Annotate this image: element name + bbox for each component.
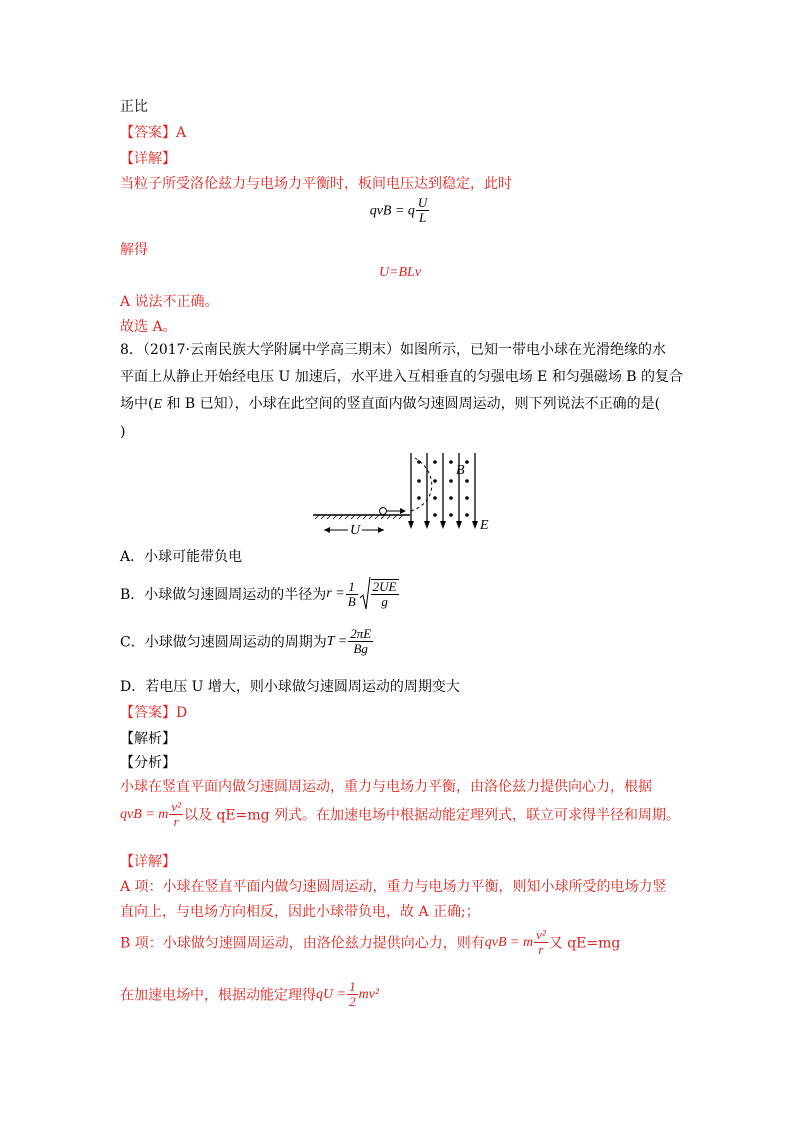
- text-line: 正比: [120, 99, 148, 115]
- label-B: B: [456, 463, 465, 478]
- analysis-label: 【解析】: [120, 731, 176, 747]
- option-b: [120, 576, 400, 614]
- explanation-line: 当粒子所受洛伦兹力与电场力平衡时，板间电压达到稳定，此时: [120, 176, 512, 192]
- item-b-line: [120, 928, 620, 964]
- result-formula: U=BLv: [378, 265, 422, 280]
- option-text: B．小球做匀速圆周运动的半径为: [120, 587, 327, 603]
- formula-lhs: qvB = q: [369, 203, 415, 219]
- math-r: r =: [326, 586, 345, 601]
- question-line: ): [120, 424, 126, 440]
- item-b-text: 在加速电场中，根据动能定理得: [120, 987, 316, 1004]
- u-arrowhead-right: [378, 527, 384, 533]
- frac-den: g: [381, 594, 388, 609]
- analysis-formula-line: [120, 800, 680, 836]
- solve-line: 解得: [120, 242, 148, 258]
- frac-num: v²: [171, 799, 181, 814]
- circular-path: [411, 458, 432, 511]
- frac-num: 2πE: [350, 626, 372, 641]
- detail-label: 【详解】: [120, 151, 176, 167]
- option-a: A．小球可能带负电: [120, 549, 243, 565]
- answer-label: 【答案】A: [120, 125, 187, 141]
- formula-qvb: [0, 196, 800, 225]
- frac-num: U: [417, 195, 428, 210]
- math-qu: qU =: [316, 986, 347, 1002]
- frac-num: 1: [349, 979, 356, 994]
- option-c: [120, 627, 374, 663]
- math-T: T =: [326, 633, 348, 649]
- frac-num: 1: [346, 580, 358, 595]
- ball: [380, 508, 387, 515]
- field-lines: [411, 453, 475, 523]
- item-b-text: B 项：小球做匀速圆周运动，由洛伦兹力提供向心力，则有: [120, 935, 485, 952]
- text: 和 B 已知），小球在此空间的竖直面内做匀速圆周运动，则下列说法不正确的是: [166, 396, 655, 412]
- item-a-line: A 项：小球在竖直平面内做匀速圆周运动，重力与电场力平衡，则知小球所受的电场力竖: [120, 879, 667, 895]
- frac-den: B: [347, 593, 356, 609]
- item-a-line: 直向上，与电场方向相反，因此小球带负电，故 A 正确;；: [120, 904, 480, 920]
- math-E: E: [153, 397, 163, 412]
- label-E: E: [480, 518, 489, 533]
- text-line: A 说法不正确。: [120, 294, 219, 310]
- item-b-line: [120, 980, 379, 1016]
- math-qvb: qvB = m: [484, 934, 534, 950]
- field-arrowheads: [408, 521, 478, 529]
- question-line: 8．（2017·云南民族大学附属中学高三期末）如图所示，已知一带电小球在光滑绝缘的水: [120, 342, 666, 358]
- fenxi-label: 【分析】: [120, 755, 176, 771]
- sqrt-sign: [359, 576, 371, 612]
- u-arrowhead-left: [324, 527, 330, 533]
- physics-diagram: [310, 450, 495, 536]
- math-mv2: mv²: [358, 986, 380, 1002]
- frac-den: r: [173, 814, 179, 829]
- frac-den: Bg: [353, 641, 368, 656]
- text-line: 故选 A。: [120, 319, 177, 335]
- detail-label: 【详解】: [120, 854, 176, 870]
- label-U: U: [349, 523, 361, 536]
- analysis-text: 小球在竖直平面内做匀速圆周运动，重力与电场力平衡，由洛伦兹力提供向心力，根据: [120, 779, 652, 795]
- frac-den: 2: [349, 994, 356, 1009]
- question-line: 场中(E 和 B 已知），小球在此空间的竖直面内做匀速圆周运动，则下列说法不正确的是(: [120, 396, 661, 412]
- velocity-arrowhead: [400, 508, 406, 514]
- frac-den: L: [418, 210, 427, 225]
- option-text: C．小球做匀速圆周运动的周期为: [120, 634, 327, 651]
- math-qvb: qvB = m: [120, 806, 169, 822]
- frac-num: 2UE: [372, 579, 397, 594]
- item-b-tail: 又 qE=mg: [548, 935, 621, 952]
- text: 场中: [120, 396, 148, 412]
- analysis-text: 以及 qE=mg 列式。在加速电场中根据动能定理列式，联立可求得半径和周期。: [184, 807, 681, 824]
- answer-label: 【答案】D: [120, 705, 188, 721]
- question-line: 平面上从静止开始经电压 U 加速后，水平进入互相垂直的匀强电场 E 和匀强磁场 B 的复合: [120, 369, 684, 385]
- option-d: D．若电压 U 增大，则小球做匀速圆周运动的周期变大: [120, 679, 460, 695]
- frac-num: v²: [536, 927, 546, 942]
- frac-den: r: [538, 942, 544, 957]
